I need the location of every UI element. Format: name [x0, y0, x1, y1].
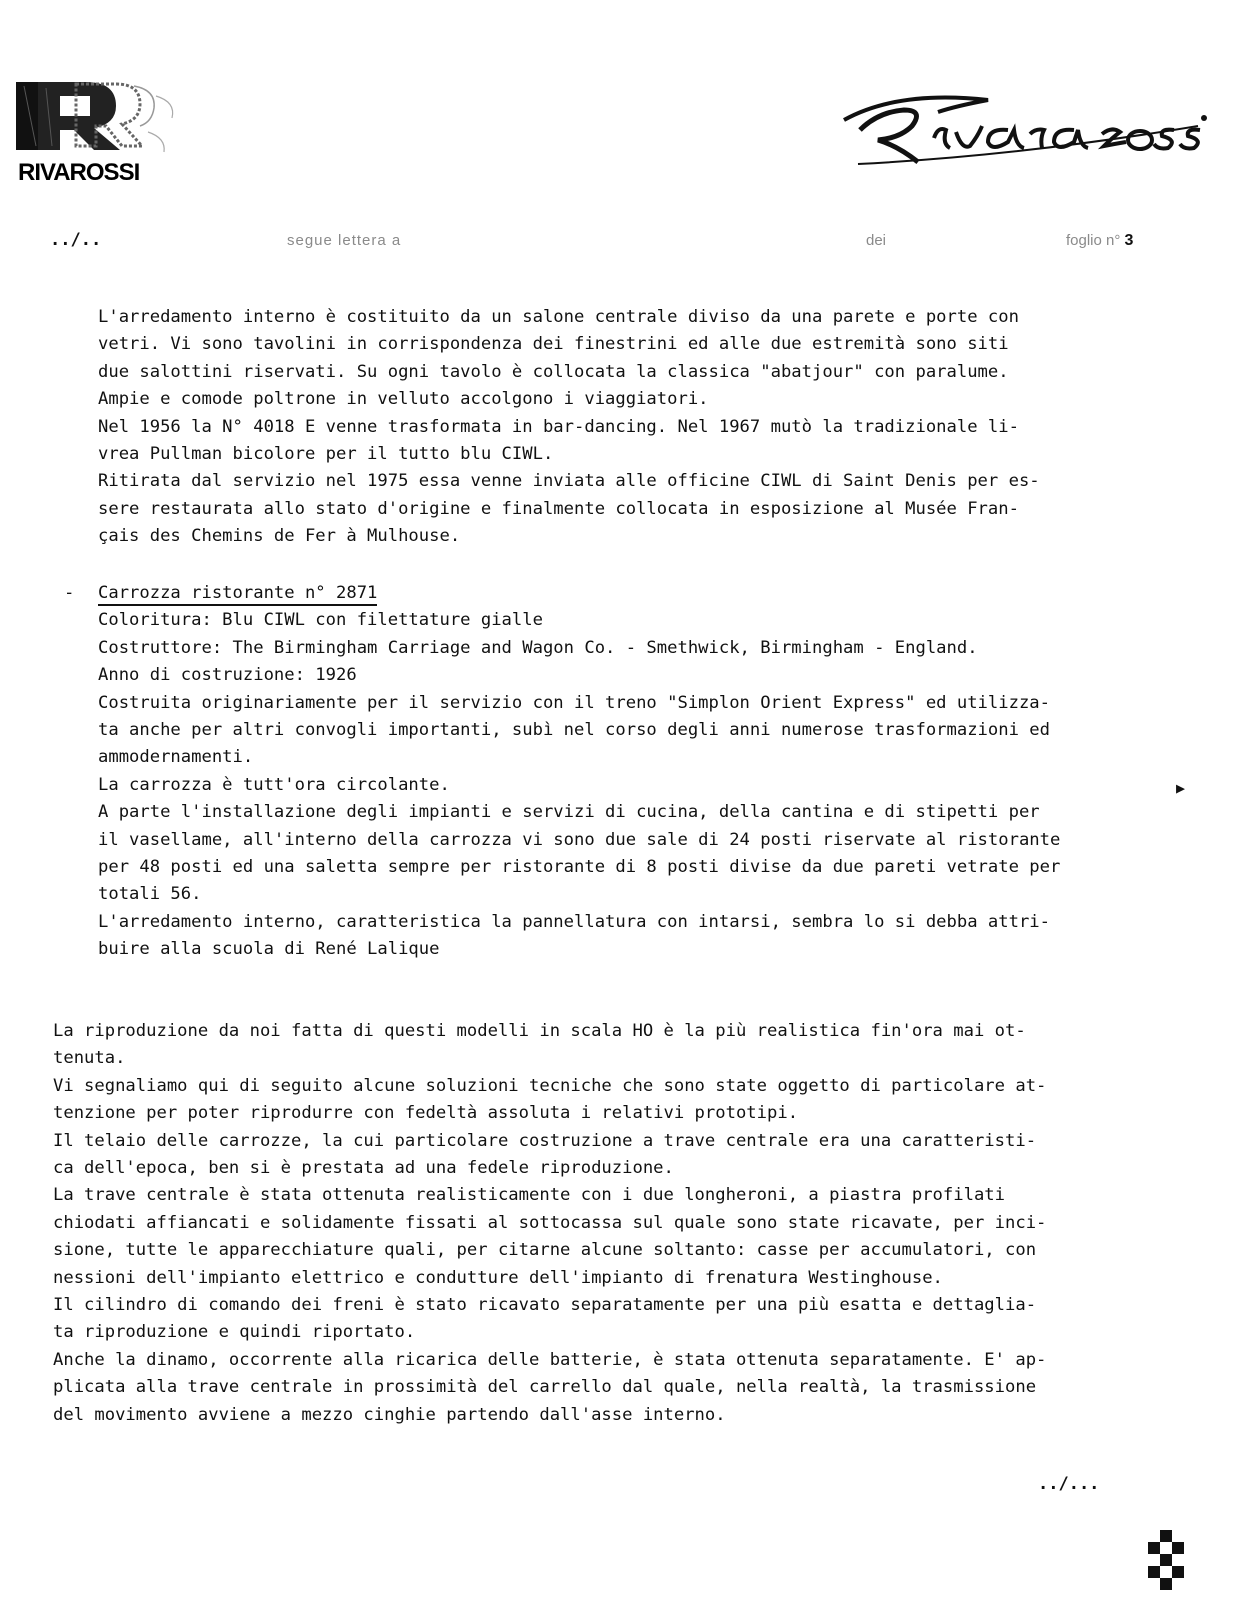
text-line: ta anche per altri convogli importanti, subì nel corso degli anni numerose trasformazioni ed	[98, 720, 1050, 741]
text-line: L'arredamento interno, caratteristica la pannellatura con intarsi, sembra lo si debba attri-	[98, 911, 1050, 932]
section-title	[98, 580, 1060, 607]
segue-lettera-label: segue lettera a	[287, 232, 402, 249]
text-line: nessioni dell'impianto elettrico e condutture dell'impianto di frenatura Westinghouse.	[53, 1267, 943, 1288]
text-line: La trave centrale è stata ottenuta realisticamente con i due longheroni, a piastra profilati	[53, 1185, 1005, 1206]
text-line: ta riproduzione e quindi riportato.	[53, 1322, 416, 1343]
foglio-text: foglio n°	[1066, 232, 1121, 249]
continuation-mark-top: ../..	[50, 230, 102, 250]
text-line: vetri. Vi sono tavolini in corrispondenza dei finestrini ed alle due estremità sono siti	[98, 334, 1009, 355]
dei-label: dei	[866, 232, 887, 249]
paragraph-arredamento	[98, 304, 1040, 551]
checker-corner-icon	[1148, 1530, 1184, 1590]
bullet-dash: -	[64, 583, 75, 603]
text-line: tenzione per poter riprodurre con fedeltà assoluta i relativi prototipi.	[53, 1103, 799, 1124]
paragraph-riproduzione	[53, 1018, 1046, 1429]
margin-arrow-icon: ▶	[1176, 779, 1186, 797]
text-line: totali 56.	[98, 884, 202, 905]
text-line: due salottini riservati. Su ogni tavolo è collocata la classica "abatjour" con paralume.	[98, 361, 1009, 382]
text-line: Il cilindro di comando dei freni è stato ricavato separatamente per una più esatta e dettaglia-	[53, 1295, 1037, 1316]
text-line: Nel 1956 la N° 4018 E venne trasformata in bar-dancing. Nel 1967 mutò la tradizionale li-	[98, 416, 1019, 437]
text-line: Coloritura: Blu CIWL con filettature gialle	[98, 610, 543, 631]
text-line: ca dell'epoca, ben si è prestata ad una fedele riproduzione.	[53, 1158, 674, 1179]
foglio-label	[1066, 232, 1133, 250]
text-line: sione, tutte le apparecchiature quali, per citarne alcune soltanto: casse per accumulatori, con	[53, 1240, 1037, 1261]
text-line: çais des Chemins de Fer à Mulhouse.	[98, 526, 461, 547]
text-line: sere restaurata allo stato d'origine e finalmente collocata in esposizione al Musée Fran-	[98, 498, 1019, 519]
text-line: Vi segnaliamo qui di seguito alcune soluzioni tecniche che sono state oggetto di particolare at-	[53, 1075, 1047, 1096]
text-line: Il telaio delle carrozze, la cui particolare costruzione a trave centrale era una caratteristi-	[53, 1130, 1037, 1151]
continuation-mark-bottom: ../...	[1038, 1474, 1100, 1494]
paragraph-carrozza-ristorante	[98, 580, 1060, 964]
logo-wordmark: RIVAROSSI	[18, 159, 140, 186]
text-line: ammodernamenti.	[98, 747, 254, 768]
text-line: Anche la dinamo, occorrente alla ricarica delle batterie, è stata ottenuta separatamente. E' ap-	[53, 1349, 1047, 1370]
text-line: Anno di costruzione: 1926	[98, 665, 357, 686]
text-line: La carrozza è tutt'ora circolante.	[98, 774, 450, 795]
text-line: tenuta.	[53, 1048, 126, 1069]
rr-monogram-icon	[16, 76, 186, 156]
rivarossi-logo	[16, 76, 186, 188]
text-line: chiodati affiancati e solidamente fissati al sottocassa sul quale sono state ricavate, per inci-	[53, 1212, 1047, 1233]
text-line: buire alla scuola di René Lalique	[98, 939, 440, 960]
text-line: La riproduzione da noi fatta di questi modelli in scala HO è la più realistica fin'ora mai ot-	[53, 1021, 1026, 1041]
foglio-number: 3	[1124, 232, 1134, 249]
text-line: A parte l'installazione degli impianti e servizi di cucina, della cantina e di stipetti per	[98, 802, 1040, 823]
text-line: del movimento avviene a mezzo cinghie partendo dall'asse interno.	[53, 1404, 726, 1425]
text-line: plicata alla trave centrale in prossimità del carrello dal quale, nella realtà, la trasmissione	[53, 1377, 1037, 1398]
rivarossi-script-logo	[838, 86, 1210, 178]
text-line: Costruttore: The Birmingham Carriage and Wagon Co. - Smethwick, Birmingham - England.	[98, 637, 978, 658]
text-line: Ampie e comode poltrone in velluto accolgono i viaggiatori.	[98, 389, 709, 410]
text-line: L'arredamento interno è costituito da un salone centrale diviso da una parete e porte con	[98, 307, 1019, 327]
text-line: per 48 posti ed una saletta sempre per ristorante di 8 posti divise da due pareti vetrate per	[98, 857, 1061, 878]
text-line: il vasellame, all'interno della carrozza vi sono due sale di 24 posti riservate al ristorante	[98, 829, 1061, 850]
text-line: Ritirata dal servizio nel 1975 essa venne inviata alle officine CIWL di Saint Denis per es-	[98, 471, 1040, 492]
section-title-text: Carrozza ristorante n° 2871	[98, 583, 377, 606]
text-line: vrea Pullman bicolore per il tutto blu CIWL.	[98, 444, 554, 465]
text-line: Costruita originariamente per il servizio con il treno "Simplon Orient Express" ed utilizza-	[98, 692, 1050, 713]
